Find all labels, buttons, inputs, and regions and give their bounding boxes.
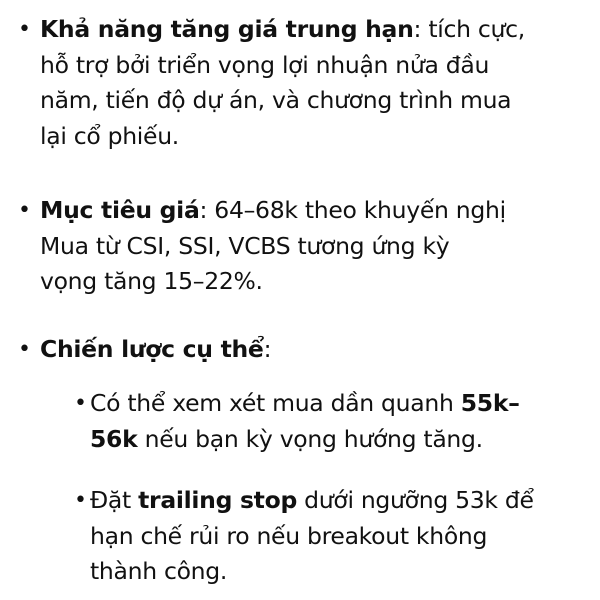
list-item-strategy <box>0 332 271 368</box>
bold-label: Mục tiêu giá <box>40 196 200 224</box>
bold-label: Chiến lược cụ thể <box>40 335 264 363</box>
bullet-icon: • <box>74 391 87 416</box>
bold-label: 55k– <box>460 389 520 417</box>
line: Mua từ CSI, SSI, VCBS tương ứng kỳ <box>40 231 450 260</box>
line: 56k nếu bạn kỳ vọng hướng tăng. <box>90 424 483 453</box>
bullet-icon: • <box>18 198 31 223</box>
line: Đặt trailing stop dưới ngưỡng 53k để <box>90 486 534 514</box>
line: Chiến lược cụ thể: <box>40 335 272 363</box>
line: Khả năng tăng giá trung hạn: tích cực, <box>40 15 525 43</box>
line: lại cổ phiếu. <box>40 121 179 150</box>
line: Có thể xem xét mua dần quanh 55k– <box>90 389 520 417</box>
sub-list-item-trailing-stop <box>50 483 534 590</box>
line: thành công. <box>90 557 228 585</box>
list-item-medium-term-outlook <box>0 12 525 154</box>
bullet-icon: • <box>18 17 31 42</box>
bold-label: 56k <box>90 424 138 453</box>
line: Mục tiêu giá: 64–68k theo khuyến nghị <box>40 196 506 224</box>
line: hạn chế rủi ro nếu breakout không <box>90 521 488 550</box>
bold-label: Khả năng tăng giá trung hạn <box>40 15 414 43</box>
sub-list-item-buy-zone <box>50 386 520 457</box>
bullet-icon: • <box>18 337 31 362</box>
bold-label: trailing stop <box>138 486 297 514</box>
line: năm, tiến độ dự án, và chương trình mua <box>40 86 512 114</box>
line: vọng tăng 15–22%. <box>40 267 263 295</box>
list-item-price-target <box>0 193 506 300</box>
bullet-icon: • <box>74 488 87 513</box>
line: hỗ trợ bởi triển vọng lợi nhuận nửa đầu <box>40 50 490 79</box>
